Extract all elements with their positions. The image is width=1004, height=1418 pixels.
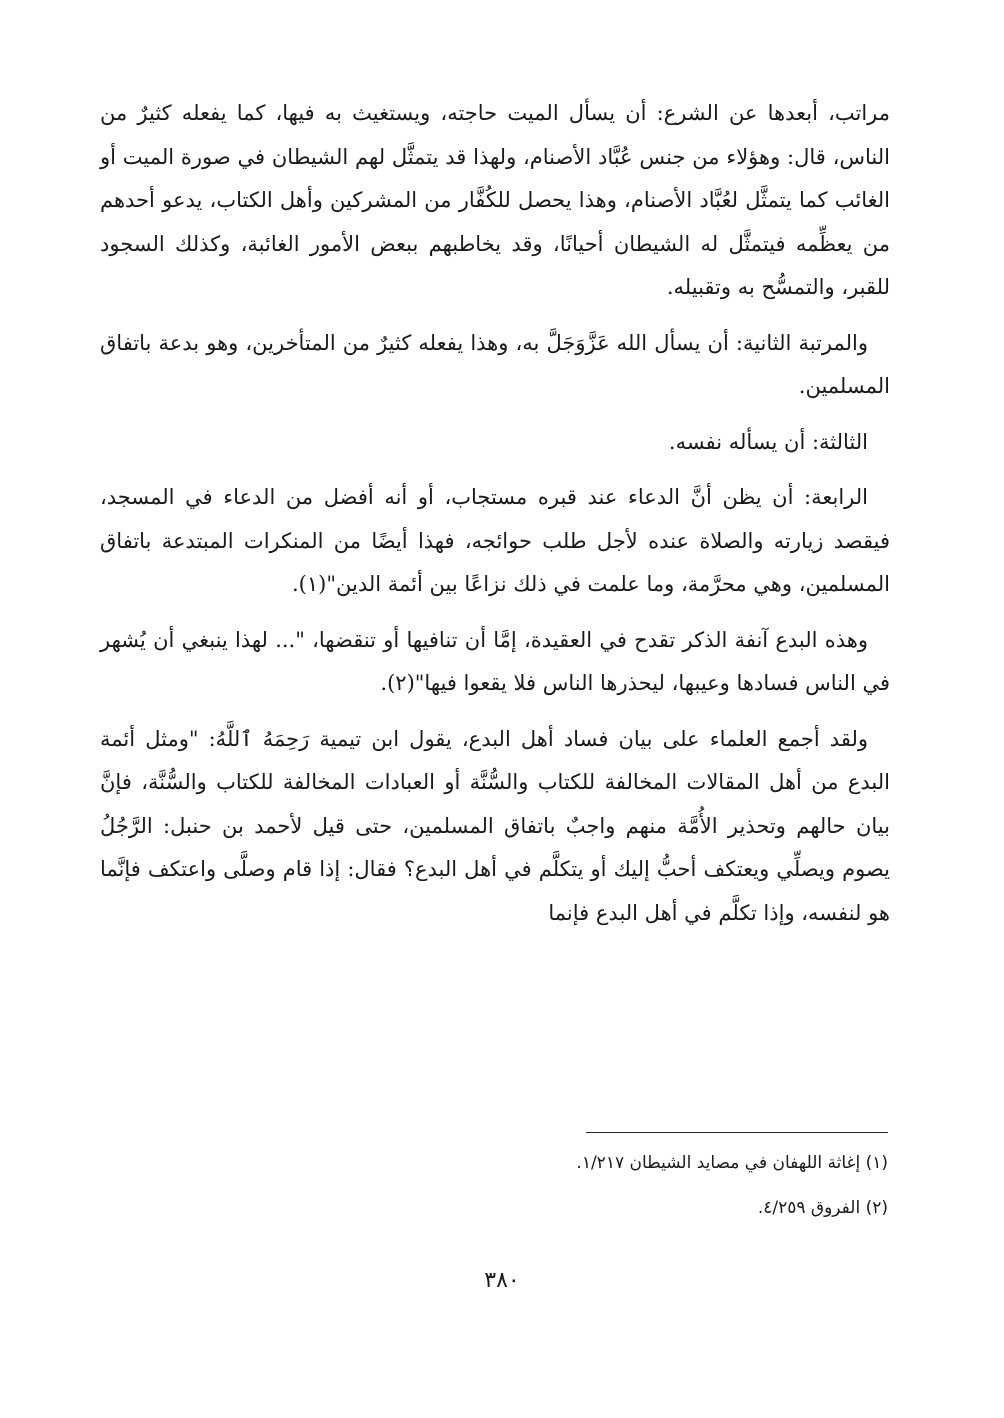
footnote-2: (٢) الفروق ٤/٢٥٩. <box>757 1198 888 1218</box>
page-number: ٣٨٠ <box>484 1268 520 1293</box>
footnote-divider <box>586 1132 888 1133</box>
paragraph-5: وهذه البدع آنفة الذكر تقدح في العقيدة، إمَّا أن تنافيها أو تنقضها، "... لهذا ينبغي أن يُشهر في الناس فسادها وعيبها، ليحذرها الناس فلا يقعوا فيها"(٢). <box>100 627 890 695</box>
paragraph-6: ولقد أجمع العلماء على بيان فساد أهل البدع، يقول ابن تيمية رَحِمَهُ ٱللَّهُ: "ومثل أئمة البدع من أهل المقالات المخالفة للكتاب والسُّنَّة أو العبادات المخالفة للكتاب والسُّنَّة، فإنَّ بيان حالهم وتحذير الأُمَّة منهم واجبٌ باتفاق المسلمين، حتى قيل لأحمد بن حنبل: الرَّجُلُ يصوم ويصلِّي ويعتكف أحبُّ إليك أو يتكلَّم في أهل البدع؟ فقال: إذا قام وصلَّى واعتكف فإنَّما هو لنفسه، وإذا تكلَّم في أهل البدع فإنما <box>100 726 890 925</box>
paragraph-3: الثالثة: أن يسأله نفسه. <box>668 429 868 454</box>
paragraph-2: والمرتبة الثانية: أن يسأل الله عَزَّوَجَلَّ به، وهذا يفعله كثيرٌ من المتأخرين، وهو بدعة باتفاق المسلمين. <box>100 330 890 398</box>
page-body <box>100 92 890 935</box>
paragraph-1: مراتب، أبعدها عن الشرع: أن يسأل الميت حاجته، ويستغيث به فيها، كما يفعله كثيرٌ من الناس، قال: وهؤلاء من جنس عُبَّاد الأصنام، ولهذا قد يتمثَّل لهم الشيطان في صورة الميت أو الغائب كما يتمثَّل لعُبَّاد الأصنام، وهذا يحصل للكُفَّار من المشركين وأهل الكتاب، يدعو أحدهم من يعظِّمه فيتمثَّل له الشيطان أحيانًا، وقد يخاطبهم ببعض الأمور الغائبة، وكذلك السجود للقبر، والتمسُّح به وتقبيله. <box>100 101 890 299</box>
footnote-1: (١) إغاثة اللهفان في مصايد الشيطان ١/٢١٧. <box>576 1153 888 1173</box>
paragraph-4: الرابعة: أن يظن أنَّ الدعاء عند قبره مستجاب، أو أنه أفضل من الدعاء في المسجد، فيقصد زيارته والصلاة عنده لأجل طلب حوائجه، فهذا أيضًا من المنكرات المبتدعة باتفاق المسلمين، وهي محرَّمة، وما علمت في ذلك نزاعًا بين أئمة الدين"(١). <box>100 485 890 596</box>
